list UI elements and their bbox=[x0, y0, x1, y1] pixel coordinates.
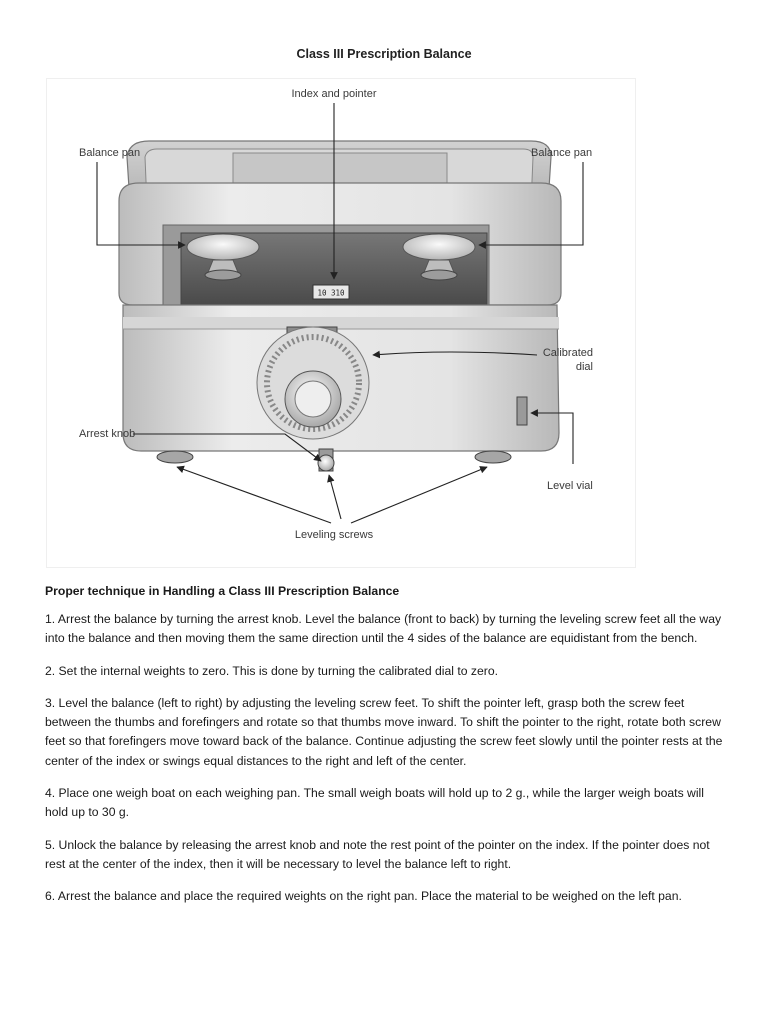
balance-upper-body bbox=[119, 183, 561, 311]
label-calibrated-dial-line1: Calibrated bbox=[542, 347, 593, 359]
left-leveling-screw bbox=[157, 451, 193, 463]
level-vial bbox=[517, 397, 527, 425]
instruction-steps bbox=[45, 610, 725, 920]
left-balance-pan bbox=[187, 234, 259, 260]
label-index-and-pointer: Index and pointer bbox=[291, 88, 377, 100]
instructions-heading: Proper technique in Handling a Class III Prescription Balance bbox=[45, 584, 400, 598]
label-arrest-knob: Arrest knob bbox=[79, 428, 136, 440]
label-level-vial: Level vial bbox=[547, 480, 593, 492]
arrest-knob bbox=[318, 455, 334, 471]
step-1: 1. Arrest the balance by turning the arrest knob. Level the balance (front to back) by turning the leveling screw feet all the way into the balance and then moving them the same direction until the 4 sides of the balance are equidistant from the bench. bbox=[45, 612, 722, 646]
balance-lower-body bbox=[123, 305, 559, 471]
index-reading: 10 310 bbox=[317, 288, 345, 298]
step-6: 6. Arrest the balance and place the required weights on the right pan. Place the material to be weighed on the left pan. bbox=[45, 889, 682, 904]
step-4: 4. Place one weigh boat on each weighing pan. The small weigh boats will hold up to 2 g., while the larger weigh boats will hold up to 30 g. bbox=[45, 786, 704, 820]
step-5: 5. Unlock the balance by releasing the arrest knob and note the rest point of the pointer on the index. If the pointer does not rest at the center of the index, then it will be necessary to level the balance left to right. bbox=[45, 837, 710, 871]
right-leveling-screw bbox=[475, 451, 511, 463]
label-leveling-screws: Leveling screws bbox=[294, 529, 374, 541]
balance-figure bbox=[46, 78, 636, 568]
label-calibrated-dial-line2: dial bbox=[575, 361, 593, 373]
step-2: 2. Set the internal weights to zero. This is done by turning the calibrated dial to zero. bbox=[45, 663, 499, 678]
label-balance-pan-right: Balance pan bbox=[531, 147, 593, 159]
balance-diagram bbox=[47, 79, 635, 567]
right-balance-pan bbox=[403, 234, 475, 260]
document-title: Class III Prescription Balance bbox=[296, 47, 472, 61]
label-balance-pan-left: Balance pan bbox=[79, 147, 141, 159]
step-3: 3. Level the balance (left to right) by adjusting the leveling screw feet. To shift the pointer left, grasp both the screw feet between the thumbs and forefingers and rotate so that thumbs move inward. To shift the pointer to the right, rotate both screw feet so that forefingers move toward back of the balance. Continue adjusting the screw feet slowly until the pointer rests at the center of the index or swings equal distances to the right and left of the center. bbox=[45, 695, 723, 768]
